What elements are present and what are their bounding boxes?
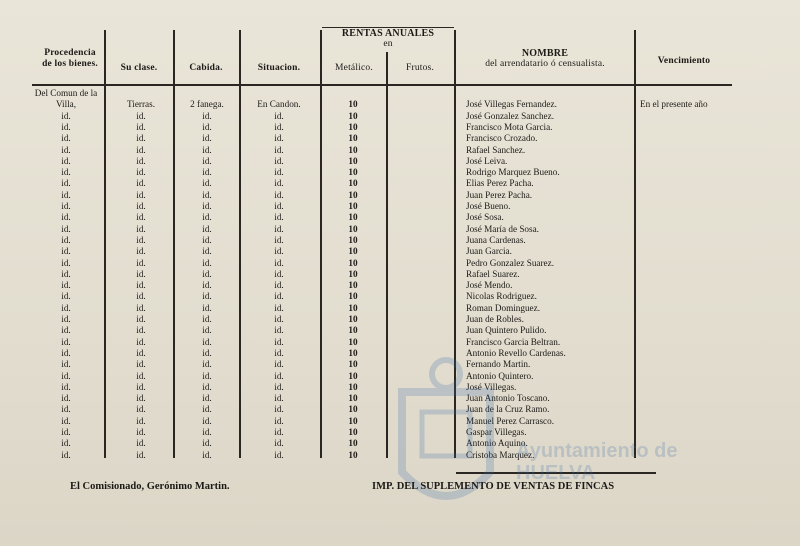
cell-metalico: 10 bbox=[348, 144, 358, 155]
cell-situacion: id. bbox=[274, 280, 284, 291]
cell-cabida: id. bbox=[202, 257, 212, 268]
header-situacion: Situacion. bbox=[257, 63, 301, 73]
cell-metalico: 10 bbox=[348, 280, 358, 291]
cell-nombre: Francisco Mota Garcia. bbox=[466, 121, 553, 132]
cell-cabida: id. bbox=[202, 302, 212, 313]
cell-nombre: José María de Sosa. bbox=[466, 223, 539, 234]
table-row bbox=[0, 212, 800, 223]
cell-clase: id. bbox=[136, 438, 146, 449]
cell-metalico: 10 bbox=[348, 370, 358, 381]
cell-procedencia: id. bbox=[61, 336, 71, 347]
cell-procedencia: id. bbox=[61, 302, 71, 313]
cell-clase: id. bbox=[136, 121, 146, 132]
table-row bbox=[0, 280, 800, 291]
cell-clase: id. bbox=[136, 246, 146, 257]
cell-procedencia: id. bbox=[61, 427, 71, 437]
cell-clase: id. bbox=[136, 415, 146, 426]
cell-situacion: id. bbox=[274, 370, 284, 381]
cell-situacion: id. bbox=[274, 167, 284, 178]
cell-procedencia: id. bbox=[61, 121, 71, 132]
cell-cabida: id. bbox=[202, 133, 212, 144]
cell-cabida: id. bbox=[202, 347, 212, 358]
table-row bbox=[0, 348, 800, 359]
cell-situacion: id. bbox=[274, 189, 284, 200]
cell-clase: id. bbox=[136, 155, 146, 166]
cell-nombre: Gaspar Villegas. bbox=[466, 427, 527, 437]
cell-nombre: José Leiva. bbox=[466, 155, 508, 166]
cell-clase: id. bbox=[136, 201, 146, 211]
cell-clase: id. bbox=[136, 325, 146, 336]
cell-cabida: id. bbox=[202, 336, 212, 347]
cell-clase: id. bbox=[136, 370, 146, 381]
cell-procedencia: id. bbox=[61, 133, 71, 144]
cell-metalico: 10 bbox=[348, 201, 358, 211]
table-row bbox=[0, 269, 800, 280]
cell-procedencia: id. bbox=[61, 257, 71, 268]
cell-procedencia: id. bbox=[61, 201, 71, 211]
cell-nombre: Francisco Crozado. bbox=[466, 133, 538, 144]
header-clase: Su clase. bbox=[120, 63, 158, 73]
table-row bbox=[0, 371, 800, 382]
cell-nombre: Juan de la Cruz Ramo. bbox=[466, 404, 550, 415]
cell-procedencia: id. bbox=[61, 438, 71, 449]
cell-clase: id. bbox=[136, 234, 146, 245]
cell-cabida: id. bbox=[202, 325, 212, 336]
cell-clase: id. bbox=[136, 393, 146, 404]
cell-nombre: José Gonzalez Sanchez. bbox=[466, 110, 555, 121]
cell-metalico: 10 bbox=[348, 99, 358, 109]
cell-metalico: 10 bbox=[348, 121, 358, 132]
cell-metalico: 10 bbox=[348, 223, 358, 234]
cell-cabida: id. bbox=[202, 370, 212, 381]
header-rentas-line2: en bbox=[383, 39, 393, 49]
cell-nombre: Rafael Suarez. bbox=[466, 268, 520, 279]
cell-nombre: Rodrigo Marquez Bueno. bbox=[466, 167, 560, 178]
cell-situacion: id. bbox=[274, 144, 284, 155]
cell-procedencia: id. bbox=[61, 415, 71, 426]
header-nombre-line1: NOMBRE bbox=[521, 48, 569, 59]
table-row bbox=[0, 450, 800, 461]
cell-metalico: 10 bbox=[348, 449, 358, 460]
cell-clase: id. bbox=[136, 336, 146, 347]
table-row bbox=[0, 88, 800, 109]
cell-procedencia: id. bbox=[61, 393, 71, 404]
cell-situacion: id. bbox=[274, 404, 284, 415]
cell-nombre: Juan Quintero Pulido. bbox=[466, 325, 547, 336]
table-row bbox=[0, 404, 800, 415]
footer-imprenta: IMP. DEL SUPLEMENTO DE VENTAS DE FINCAS bbox=[372, 481, 615, 492]
cell-nombre: Elias Perez Pacha. bbox=[466, 178, 534, 189]
cell-clase: id. bbox=[136, 449, 146, 460]
cell-clase: id. bbox=[136, 178, 146, 189]
cell-nombre: Rafael Sanchez. bbox=[466, 144, 526, 155]
cell-nombre: Fernando Martin. bbox=[466, 359, 531, 370]
table-row bbox=[0, 246, 800, 257]
cell-situacion: id. bbox=[274, 110, 284, 121]
cell-nombre: Manuel Perez Carrasco. bbox=[466, 415, 555, 426]
cell-procedencia: id. bbox=[61, 268, 71, 279]
cell-situacion: id. bbox=[274, 325, 284, 336]
cell-situacion: id. bbox=[274, 268, 284, 279]
cell-situacion: id. bbox=[274, 302, 284, 313]
table-row bbox=[0, 314, 800, 325]
cell-situacion: id. bbox=[274, 314, 284, 324]
cell-metalico: 10 bbox=[348, 314, 358, 324]
table-row bbox=[0, 382, 800, 393]
cell-clase: id. bbox=[136, 212, 146, 223]
cell-procedencia: id. bbox=[61, 325, 71, 336]
cell-nombre: Juan de Robles. bbox=[466, 314, 524, 324]
cell-nombre: Antonio Quintero. bbox=[466, 370, 534, 381]
cell-clase: Tierras. bbox=[127, 99, 155, 109]
cell-cabida: id. bbox=[202, 121, 212, 132]
header-top-rule-rentas bbox=[322, 27, 454, 28]
cell-nombre: Pedro Gonzalez Suarez. bbox=[466, 257, 555, 268]
cell-vencimiento: En el presente año bbox=[640, 99, 708, 109]
cell-procedencia: id. bbox=[61, 178, 71, 189]
cell-cabida: id. bbox=[202, 280, 212, 291]
cell-cabida: id. bbox=[202, 178, 212, 189]
cell-nombre: Francisco Garcia Beltran. bbox=[466, 336, 561, 347]
cell-situacion: id. bbox=[274, 427, 284, 437]
cell-nombre: Nicolas Rodriguez. bbox=[466, 291, 537, 302]
table-row bbox=[0, 438, 800, 449]
cell-cabida: id. bbox=[202, 449, 212, 460]
cell-situacion: id. bbox=[274, 178, 284, 189]
cell-metalico: 10 bbox=[348, 178, 358, 189]
cell-procedencia: id. bbox=[61, 212, 71, 223]
cell-clase: id. bbox=[136, 314, 146, 324]
table-row bbox=[0, 167, 800, 178]
cell-clase: id. bbox=[136, 110, 146, 121]
header-nombre-line2: del arrendatario ó censualista. bbox=[485, 59, 605, 69]
table-row bbox=[0, 190, 800, 201]
cell-metalico: 10 bbox=[348, 167, 358, 178]
cell-procedencia: id. bbox=[61, 359, 71, 370]
cell-nombre: Antonio Revello Cardenas. bbox=[466, 347, 566, 358]
table-row bbox=[0, 178, 800, 189]
cell-nombre: Juan Antonio Toscano. bbox=[466, 393, 550, 404]
table-row bbox=[0, 291, 800, 302]
table-row bbox=[0, 337, 800, 348]
cell-situacion: id. bbox=[274, 257, 284, 268]
header-metalico: Metálico. bbox=[335, 63, 373, 73]
footer-comisionado: El Comisionado, Gerónimo Martin. bbox=[70, 481, 230, 492]
cell-procedencia: id. bbox=[61, 234, 71, 245]
cell-clase: id. bbox=[136, 427, 146, 437]
cell-cabida: id. bbox=[202, 110, 212, 121]
cell-situacion: id. bbox=[274, 415, 284, 426]
cell-nombre: Cristoba Marquez. bbox=[466, 449, 535, 460]
cell-situacion: id. bbox=[274, 359, 284, 370]
table-row bbox=[0, 156, 800, 167]
cell-procedencia: id. bbox=[61, 370, 71, 381]
cell-metalico: 10 bbox=[348, 246, 358, 257]
cell-cabida: id. bbox=[202, 167, 212, 178]
cell-procedencia: id. bbox=[61, 167, 71, 178]
table-row bbox=[0, 201, 800, 212]
cell-situacion: id. bbox=[274, 438, 284, 449]
header-procedencia bbox=[34, 48, 106, 70]
cell-metalico: 10 bbox=[348, 212, 358, 223]
cell-clase: id. bbox=[136, 404, 146, 415]
cell-situacion: id. bbox=[274, 336, 284, 347]
cell-situacion: id. bbox=[274, 133, 284, 144]
cell-cabida: id. bbox=[202, 381, 212, 392]
header-procedencia-line2: de los bienes. bbox=[42, 59, 98, 69]
table-row bbox=[0, 111, 800, 122]
cell-nombre: José Bueno. bbox=[466, 201, 511, 211]
cell-situacion: id. bbox=[274, 234, 284, 245]
cell-cabida: id. bbox=[202, 189, 212, 200]
cell-clase: id. bbox=[136, 347, 146, 358]
cell-cabida: id. bbox=[202, 223, 212, 234]
cell-clase: id. bbox=[136, 144, 146, 155]
cell-cabida: id. bbox=[202, 155, 212, 166]
cell-procedencia: id. bbox=[61, 280, 71, 291]
cell-clase: id. bbox=[136, 291, 146, 302]
cell-cabida: id. bbox=[202, 212, 212, 223]
cell-metalico: 10 bbox=[348, 189, 358, 200]
cell-situacion: id. bbox=[274, 201, 284, 211]
cell-procedencia: id. bbox=[61, 246, 71, 257]
cell-procedencia: id. bbox=[61, 404, 71, 415]
header-rentas bbox=[322, 28, 454, 50]
cell-cabida: id. bbox=[202, 234, 212, 245]
cell-nombre: José Sosa. bbox=[466, 212, 504, 223]
header-procedencia-line1: Procedencia bbox=[44, 48, 96, 58]
cell-metalico: 10 bbox=[348, 133, 358, 144]
header-cabida: Cabida. bbox=[189, 63, 223, 73]
cell-clase: id. bbox=[136, 359, 146, 370]
cell-situacion: id. bbox=[274, 291, 284, 302]
cell-procedencia: id. bbox=[61, 347, 71, 358]
cell-situacion: id. bbox=[274, 121, 284, 132]
cell-clase: id. bbox=[136, 189, 146, 200]
cell-situacion: id. bbox=[274, 212, 284, 223]
cell-metalico: 10 bbox=[348, 438, 358, 449]
cell-situacion: id. bbox=[274, 223, 284, 234]
cell-cabida: id. bbox=[202, 415, 212, 426]
cell-nombre: Juan Perez Pacha. bbox=[466, 189, 533, 200]
cell-nombre: Juan Garcia. bbox=[466, 246, 512, 257]
cell-metalico: 10 bbox=[348, 393, 358, 404]
cell-cabida: id. bbox=[202, 291, 212, 302]
cell-cabida: id. bbox=[202, 427, 212, 437]
cell-metalico: 10 bbox=[348, 427, 358, 437]
cell-clase: id. bbox=[136, 302, 146, 313]
cell-procedencia: id. bbox=[61, 291, 71, 302]
cell-metalico: 10 bbox=[348, 347, 358, 358]
cell-nombre: José Villegas. bbox=[466, 381, 517, 392]
cell-metalico: 10 bbox=[348, 110, 358, 121]
cell-metalico: 10 bbox=[348, 415, 358, 426]
cell-procedencia: id. bbox=[61, 314, 71, 324]
cell-metalico: 10 bbox=[348, 359, 358, 370]
cell-clase: id. bbox=[136, 268, 146, 279]
cell-cabida: id. bbox=[202, 359, 212, 370]
header-frutos: Frutos. bbox=[405, 63, 435, 73]
table-row bbox=[0, 235, 800, 246]
cell-situacion: id. bbox=[274, 246, 284, 257]
table-row bbox=[0, 122, 800, 133]
cell-cabida: 2 fanega. bbox=[190, 99, 224, 109]
cell-procedencia: id. bbox=[61, 110, 71, 121]
cell-nombre: José Villegas Fernandez. bbox=[466, 99, 557, 109]
cell-procedencia: id. bbox=[61, 449, 71, 460]
table-row bbox=[0, 427, 800, 438]
cell-procedencia: id. bbox=[61, 144, 71, 155]
cell-situacion: id. bbox=[274, 393, 284, 404]
cell-clase: id. bbox=[136, 381, 146, 392]
cell-procedencia: id. bbox=[61, 381, 71, 392]
cell-cabida: id. bbox=[202, 201, 212, 211]
cell-procedencia: id. bbox=[61, 223, 71, 234]
cell-metalico: 10 bbox=[348, 325, 358, 336]
table-row bbox=[0, 133, 800, 144]
header-rentas-line1: RENTAS ANUALES bbox=[341, 28, 435, 39]
header-bottom-rule bbox=[32, 84, 732, 86]
cell-situacion: id. bbox=[274, 155, 284, 166]
cell-cabida: id. bbox=[202, 393, 212, 404]
table-row bbox=[0, 145, 800, 156]
cell-metalico: 10 bbox=[348, 291, 358, 302]
cell-metalico: 10 bbox=[348, 268, 358, 279]
cell-clase: id. bbox=[136, 133, 146, 144]
cell-clase: id. bbox=[136, 223, 146, 234]
cell-situacion: id. bbox=[274, 381, 284, 392]
cell-situacion: En Candon. bbox=[257, 99, 301, 109]
cell-clase: id. bbox=[136, 257, 146, 268]
cell-cabida: id. bbox=[202, 438, 212, 449]
cell-cabida: id. bbox=[202, 314, 212, 324]
cell-metalico: 10 bbox=[348, 302, 358, 313]
watermark-label: Ayuntamiento de HUELVA bbox=[516, 440, 678, 484]
cell-metalico: 10 bbox=[348, 336, 358, 347]
cell-cabida: id. bbox=[202, 268, 212, 279]
header-nombre bbox=[456, 48, 634, 70]
table-row bbox=[0, 224, 800, 235]
cell-cabida: id. bbox=[202, 144, 212, 155]
table-row bbox=[0, 258, 800, 269]
table-row bbox=[0, 393, 800, 404]
cell-metalico: 10 bbox=[348, 404, 358, 415]
footer-rule bbox=[456, 472, 656, 474]
table-row bbox=[0, 359, 800, 370]
cell-cabida: id. bbox=[202, 246, 212, 257]
cell-metalico: 10 bbox=[348, 381, 358, 392]
cell-situacion: id. bbox=[274, 449, 284, 460]
cell-procedencia: id. bbox=[61, 189, 71, 200]
cell-metalico: 10 bbox=[348, 257, 358, 268]
table-row bbox=[0, 303, 800, 314]
cell-nombre: Roman Dominguez. bbox=[466, 302, 540, 313]
cell-procedencia: Del Comun de la Villa, bbox=[34, 88, 98, 109]
cell-nombre: Juana Cardenas. bbox=[466, 234, 526, 245]
table-row bbox=[0, 325, 800, 336]
cell-nombre: José Mendo. bbox=[466, 280, 513, 291]
header-vencimiento: Vencimiento bbox=[657, 56, 711, 66]
cell-clase: id. bbox=[136, 167, 146, 178]
cell-metalico: 10 bbox=[348, 234, 358, 245]
table-row bbox=[0, 416, 800, 427]
cell-cabida: id. bbox=[202, 404, 212, 415]
cell-clase: id. bbox=[136, 280, 146, 291]
cell-situacion: id. bbox=[274, 347, 284, 358]
cell-metalico: 10 bbox=[348, 155, 358, 166]
cell-nombre: Antonio Aquino. bbox=[466, 438, 528, 449]
cell-procedencia: id. bbox=[61, 155, 71, 166]
